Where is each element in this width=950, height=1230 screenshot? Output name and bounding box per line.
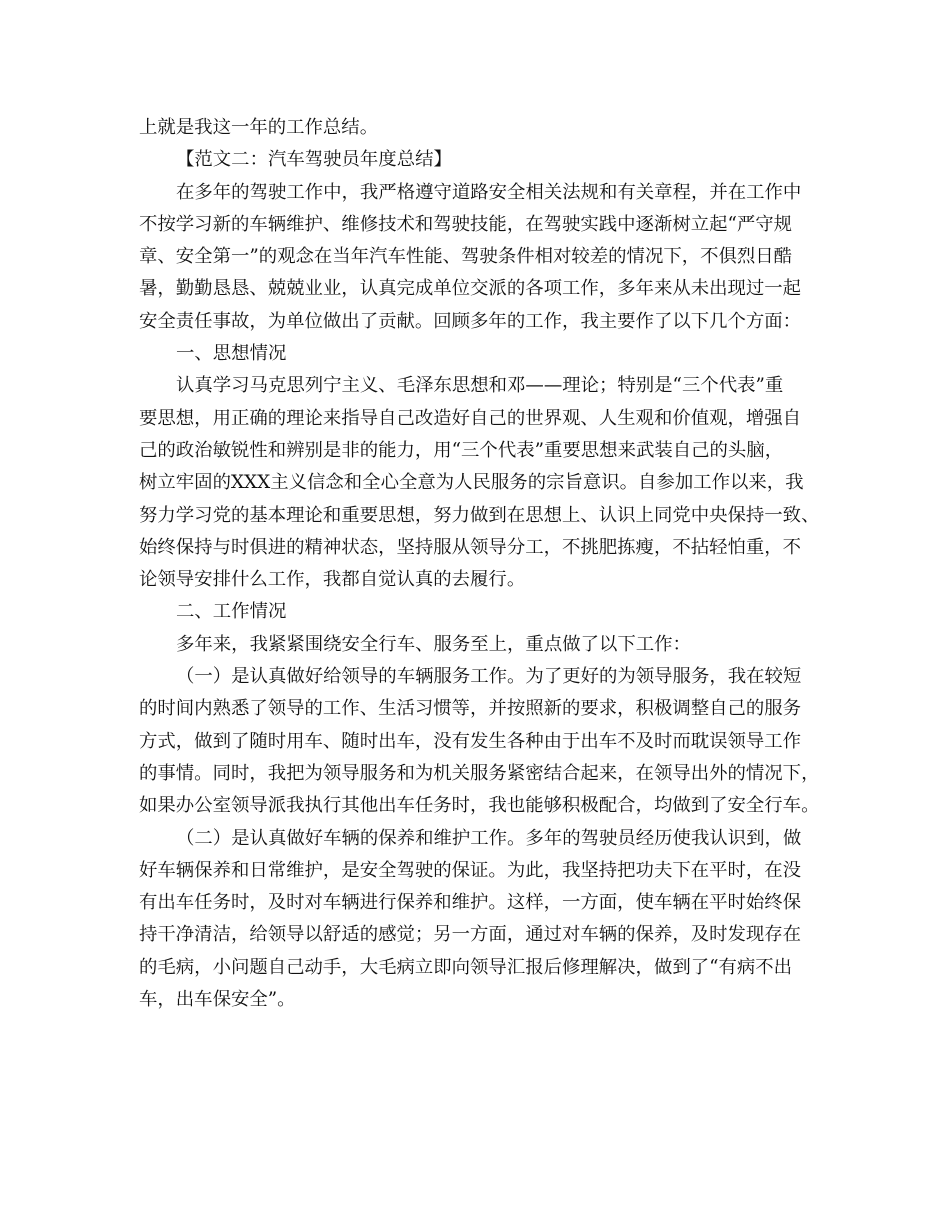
- text-line: （一）是认真做好给领导的车辆服务工作。为了更好的为领导服务，我在较短: [176, 666, 802, 688]
- text-line: 有出车任务时，及时对车辆进行保养和维护。这样，一方面，使车辆在平时始终保: [139, 892, 802, 914]
- text-line: 一、思想情况: [176, 343, 287, 365]
- text-line: 上就是我这一年的工作总结。: [139, 117, 379, 138]
- text-line: （二）是认真做好车辆的保养和维护工作。多年的驾驶员经历使我认识到，做: [176, 827, 802, 849]
- text-line: 要思想，用正确的理论来指导自己改造好自己的世界观、人生观和价值观，增强自: [139, 407, 802, 429]
- text-line: 章、安全第一”的观念在当年汽车性能、驾驶条件相对较差的情况下，不俱烈日酷: [139, 246, 793, 268]
- text-line: 持干净清洁，给领导以舒适的感觉；另一方面，通过对车辆的保养，及时发现存在: [139, 924, 802, 946]
- text-line: 多年来，我紧紧围绕安全行车、服务至上，重点做了以下工作：: [176, 633, 691, 655]
- text-line: 车，出车保安全”。: [139, 989, 296, 1011]
- text-line: 论领导安排什么工作，我都自觉认真的去履行。: [139, 569, 526, 591]
- text-line: 的时间内熟悉了领导的工作、生活习惯等，并按照新的要求，积极调整自己的服务: [139, 698, 802, 720]
- text-line: 始终保持与时俱进的精神状态，坚持服从领导分工，不挑肥拣瘦，不拈轻怕重，不: [139, 536, 802, 558]
- document-body: [139, 112, 819, 1016]
- text-line: 努力学习党的基本理论和重要思想，努力做到在思想上、认识上同党中央保持一致、: [139, 504, 820, 526]
- text-line: 的事情。同时，我把为领导服务和为机关服务紧密结合起来，在领导出外的情况下，: [139, 762, 820, 784]
- text-line: 认真学习马克思列宁主义、毛泽东思想和邓——理论；特别是“三个代表”重: [176, 375, 784, 397]
- text-line: 二、工作情况: [176, 601, 287, 623]
- text-line: 如果办公室领导派我执行其他出车任务时，我也能够积极配合，均做到了安全行车。: [139, 795, 820, 817]
- text-line: 安全责任事故，为单位做出了贡献。回顾多年的工作，我主要作了以下几个方面：: [139, 310, 802, 332]
- text-line: 方式，做到了随时用车、随时出车，没有发生各种由于出车不及时而耽误领导工作: [139, 730, 802, 752]
- text-line: 不按学习新的车辆维护、维修技术和驾驶技能，在驾驶实践中逐渐树立起“严守规: [139, 213, 793, 235]
- text-line: 暑，勤勤恳恳、兢兢业业，认真完成单位交派的各项工作，多年来从未出现过一起: [139, 278, 802, 300]
- text-line: 的毛病，小问题自己动手，大毛病立即向领导汇报后修理解决，做到了“有病不出: [139, 956, 793, 978]
- text-line: 树立牢固的XXX主义信念和全心全意为人民服务的宗旨意识。自参加工作以来，我: [139, 472, 804, 494]
- text-line: 【范文二：汽车驾驶员年度总结】: [176, 149, 452, 171]
- text-line: 己的政治敏锐性和辨别是非的能力，用“三个代表”重要思想来武装自己的头脑，: [139, 439, 784, 461]
- text-line: 好车辆保养和日常维护，是安全驾驶的保证。为此，我坚持把功夫下在平时，在没: [139, 859, 802, 881]
- text-line: 在多年的驾驶工作中，我严格遵守道路安全相关法规和有关章程，并在工作中: [176, 181, 802, 203]
